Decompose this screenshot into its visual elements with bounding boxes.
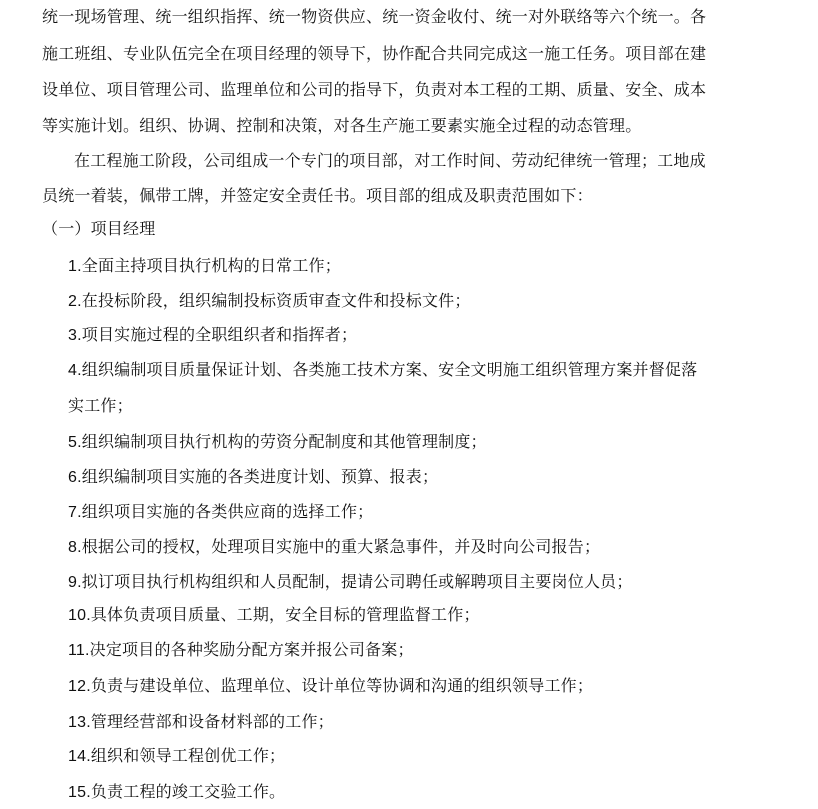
list-item [68, 746, 285, 767]
list-item [68, 325, 357, 346]
list-item-number: 11. [68, 642, 90, 659]
list-item [68, 256, 341, 277]
list-item-number: 10. [68, 607, 91, 624]
list-item-text: 组织和领导工程创优工作； [90, 746, 286, 765]
list-item-text: 组织编制项目执行机构的劳资分配制度和其他管理制度； [81, 432, 487, 451]
list-item [68, 432, 487, 453]
section-heading: （一）项目经理 [42, 219, 156, 238]
list-item-number: 9. [68, 574, 82, 591]
list-item-text: 决定项目的各种奖励分配方案并报公司备案； [89, 640, 414, 659]
list-item-number: 8. [68, 539, 82, 556]
list-item-number: 15. [68, 784, 91, 801]
list-item-number: 6. [68, 469, 82, 486]
list-item-continuation [68, 396, 133, 417]
paragraph-line: 设单位、项目管理公司、监理单位和公司的指导下，负责对本工程的工期、质量、安全、成本 [42, 80, 707, 99]
paragraph-line: 施工班组、专业队伍完全在项目经理的领导下，协作配合共同完成这一施工任务。项目部在建 [42, 44, 707, 63]
paragraph-line: 员统一着装，佩带工牌，并签定安全责任书。项目部的组成及职责范围如下： [42, 186, 593, 205]
list-item-text: 组织项目实施的各类供应商的选择工作； [81, 502, 374, 521]
paragraph-line: 统一现场管理、统一组织指挥、统一物资供应、统一资金收付、统一对外联络等六个统一。各 [42, 7, 707, 26]
list-item-number: 14. [68, 748, 91, 765]
list-item-number: 3. [68, 327, 82, 344]
list-item [68, 360, 697, 381]
list-item-text: 全面主持项目执行机构的日常工作； [81, 256, 341, 275]
list-item-text: 负责与建设单位、监理单位、设计单位等协调和沟通的组织领导工作； [90, 676, 594, 695]
list-item [68, 782, 285, 803]
list-item [68, 676, 593, 697]
list-item-number: 7. [68, 504, 82, 521]
list-item-text: 实工作； [68, 396, 133, 415]
list-item-text: 具体负责项目质量、工期，安全目标的管理监督工作； [90, 605, 480, 624]
list-item [68, 467, 438, 488]
list-item [68, 502, 373, 523]
list-item-text: 根据公司的授权，处理项目实施中的重大紧急事件，并及时向公司报告； [81, 537, 601, 556]
list-item [68, 640, 414, 661]
list-item [68, 712, 334, 733]
list-item-text: 在投标阶段，组织编制投标资质审查文件和投标文件； [81, 291, 471, 310]
list-item-number: 12. [68, 678, 91, 695]
list-item-text: 拟订项目执行机构组织和人员配制，提请公司聘任或解聘项目主要岗位人员； [81, 572, 633, 591]
list-item-number: 4. [68, 362, 82, 379]
list-item-number: 13. [68, 714, 91, 731]
list-item-text: 项目实施过程的全职组织者和指挥者； [81, 325, 358, 344]
list-item-text: 组织编制项目质量保证计划、各类施工技术方案、安全文明施工组织管理方案并督促落 [81, 360, 698, 379]
list-item-text: 组织编制项目实施的各类进度计划、预算、报表； [81, 467, 439, 486]
list-item [68, 572, 633, 593]
list-item-text: 管理经营部和设备材料部的工作； [90, 712, 334, 731]
list-item-text: 负责工程的竣工交验工作。 [90, 782, 286, 801]
list-item [68, 537, 600, 558]
paragraph-line: 等实施计划。组织、协调、控制和决策，对各生产施工要素实施全过程的动态管理。 [42, 116, 642, 135]
list-item [68, 605, 480, 626]
list-item-number: 5. [68, 434, 82, 451]
paragraph-line: 在工程施工阶段，公司组成一个专门的项目部，对工作时间、劳动纪律统一管理；工地成 [74, 151, 706, 170]
list-item-number: 2. [68, 293, 82, 310]
list-item [68, 291, 471, 312]
list-item-number: 1. [68, 258, 82, 275]
